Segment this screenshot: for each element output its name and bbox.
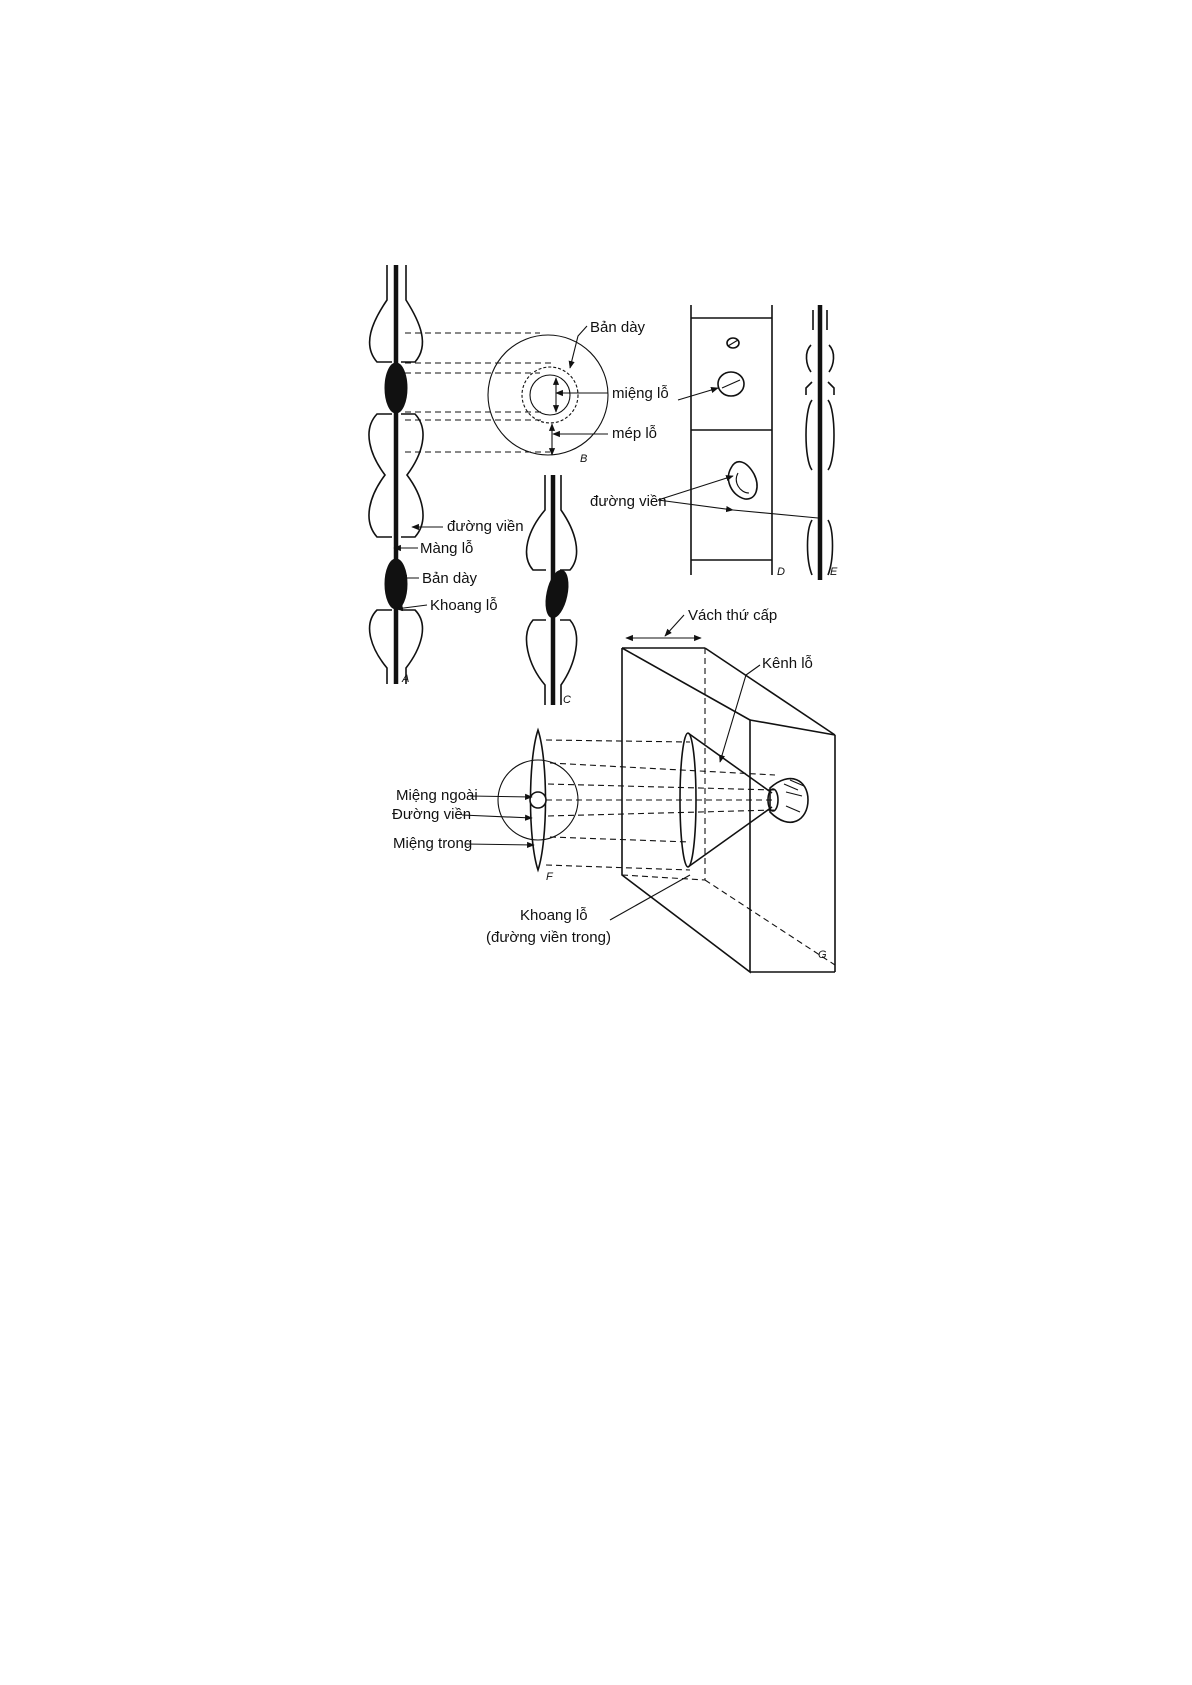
pit-border-c2-left	[527, 620, 546, 705]
pit-border-a3-left	[370, 610, 392, 684]
label-mang-lo: Màng lỗ	[420, 540, 474, 557]
pit-border-a1-right	[401, 265, 422, 362]
panel-letter-a: A	[402, 673, 410, 685]
label-vach-thu-cap: Vách thứ cấp	[688, 607, 778, 624]
panel-letter-b: B	[580, 453, 588, 465]
label-khoang-lo-a: Khoang lỗ	[430, 597, 498, 614]
torus-c	[542, 568, 572, 619]
panel-letter-f: F	[546, 871, 553, 883]
pit-border-a2-right	[401, 414, 423, 537]
projection-lines-fg	[546, 740, 775, 870]
label-duong-vien-a: đường viền	[447, 518, 524, 535]
label-ban-day-b: Bản dày	[590, 319, 646, 336]
pit-border-a2-left	[369, 414, 392, 537]
projection-lines-ab	[405, 333, 555, 452]
cone-top-g	[688, 733, 772, 793]
pit-border-circle-b	[488, 335, 608, 455]
label-ban-day-a: Bản dày	[422, 570, 478, 587]
torus-a1	[385, 363, 407, 413]
panel-e	[806, 305, 838, 580]
box-right-top-g	[750, 720, 835, 735]
panel-letter-c: C	[563, 694, 571, 706]
panel-a	[369, 265, 423, 685]
label-khoang-lo-g: Khoang lỗ	[520, 907, 588, 924]
panel-g	[622, 638, 835, 972]
pit-border-c-left	[527, 475, 546, 570]
label-duong-vien-trong: (đường viền trong)	[486, 929, 611, 946]
cone-bottom-g	[688, 807, 772, 867]
box-hidden-bottom-g	[622, 875, 705, 880]
pit-border-c-right	[560, 475, 577, 570]
label-mieng-trong: Miệng trong	[393, 835, 473, 852]
label-mieng-ngoai: Miệng ngoài	[396, 787, 478, 804]
panel-letter-e: E	[830, 566, 838, 578]
pit-d3	[728, 462, 757, 499]
label-duong-vien-f: Đường viền	[392, 806, 472, 823]
label-kenh-lo: Kênh lỗ	[762, 655, 813, 672]
outer-aperture-f	[530, 792, 546, 808]
panel-b	[488, 335, 608, 465]
panel-letter-d: D	[777, 566, 785, 578]
box-front-face-g	[622, 648, 750, 972]
panel-d	[691, 305, 785, 578]
panel-letter-g: G	[818, 949, 827, 961]
label-mieng-lo: miệng lỗ	[612, 385, 669, 402]
aperture-circle-b	[530, 375, 570, 415]
label-mep-lo: mép lỗ	[612, 425, 658, 442]
torus-a2	[385, 559, 407, 609]
pit-border-a1-left	[370, 265, 392, 362]
label-duong-vien-d: đường viền	[590, 493, 667, 510]
pit-border-c2-right	[560, 620, 577, 705]
panel-c	[527, 475, 577, 706]
panel-f	[498, 730, 578, 883]
